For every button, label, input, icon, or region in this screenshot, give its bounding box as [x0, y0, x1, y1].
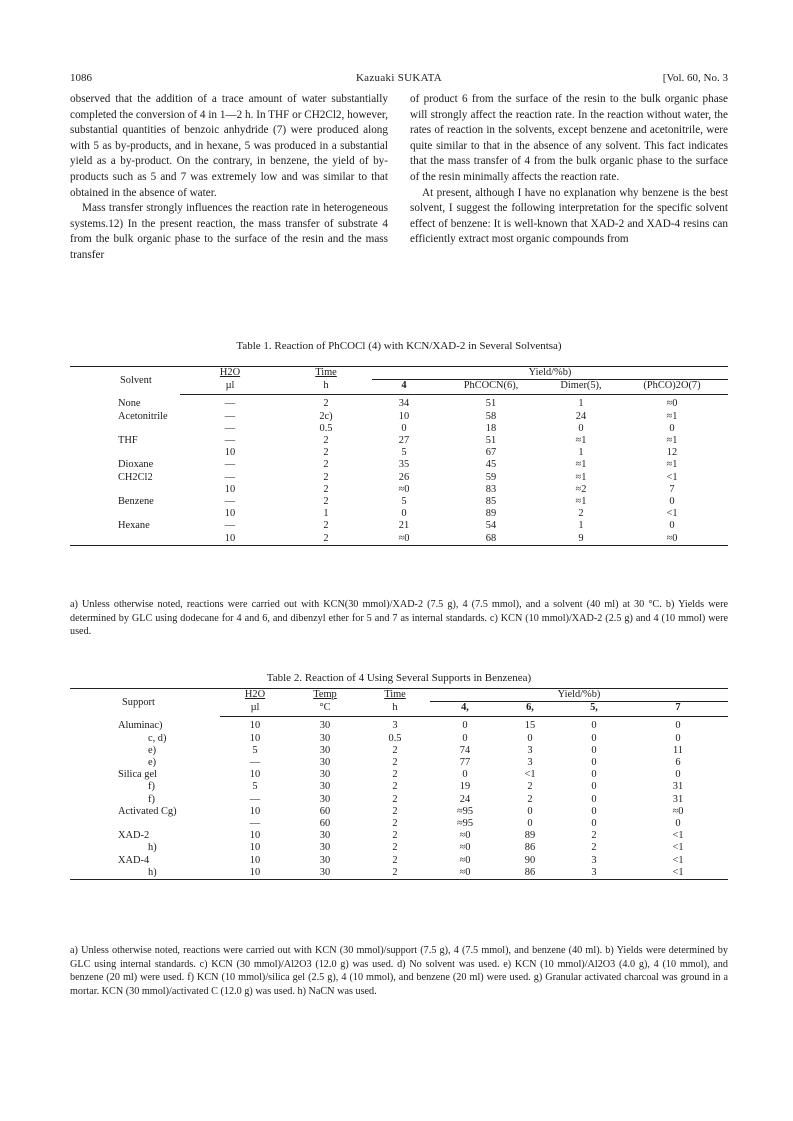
table-cell: 0	[591, 769, 597, 781]
col-6: 6,	[500, 702, 560, 717]
table-cell: ≈1	[666, 435, 678, 447]
table-cell: 0	[462, 732, 468, 744]
row-label: Activated Cg)	[118, 805, 177, 817]
row-label: None	[118, 398, 141, 410]
row-label: XAD-4	[118, 854, 150, 866]
table-cell: 0	[675, 732, 681, 744]
table-cell: 2	[392, 805, 398, 817]
row-label	[70, 423, 180, 435]
table-cell: ≈0	[672, 805, 684, 817]
table-cell: 7	[669, 483, 675, 495]
table-row	[70, 794, 728, 806]
table-cell: 10	[249, 720, 261, 732]
table-cell: 2	[392, 830, 398, 842]
table-cell: 31	[672, 781, 684, 793]
col-solvent: Solvent	[120, 374, 152, 386]
table-cell: 0	[591, 732, 597, 744]
table-cell: 2	[392, 757, 398, 769]
table-cell: 0	[669, 496, 675, 508]
table-cell: ≈95	[456, 805, 474, 817]
table-cell: 26	[398, 471, 410, 483]
table-cell: 24	[459, 793, 471, 805]
table-row	[70, 411, 728, 423]
table-cell: 0	[669, 422, 675, 434]
col-temp: Temp	[313, 689, 337, 701]
table-row	[70, 733, 728, 745]
table-cell: 2	[578, 508, 584, 520]
table-cell: 0	[591, 720, 597, 732]
table-cell: ≈0	[666, 532, 678, 544]
col-time-unit: h	[360, 702, 430, 717]
table-cell: 19	[459, 781, 471, 793]
table-cell: 1	[578, 398, 584, 410]
table-cell: 2	[392, 769, 398, 781]
table-row	[70, 842, 728, 854]
table-cell: 2	[323, 435, 329, 447]
table2-caption: Table 2. Reaction of 4 Using Several Supports in Benzenea)	[266, 672, 532, 684]
table2-footnote: a) Unless otherwise noted, reactions were carried out with KCN (30 mmol)/support (7.5 g), 4 (7.5 mmol), and benzene (40 ml). b) Yields were determined by GLC using internal standards. c) KCN (30 mmol)/Al2O3 (12.0 g) was used. d) No solvent was used. e) KCN (10 mmol)/Al2O3 (4.0 g), 4 (10 mmol), and benzene (20 ml) were used. f) KCN (10 mmol)/silica gel (2.5 g), 4 (10 mmol), and benzene (20 ml) were used. g) Granular activated charcoal was ground in a mortar. KCN (30 mmol)/activated C (12.0 g) was used. h) NaCN was used.	[70, 945, 728, 997]
col-6: PhCOCN(6),	[436, 380, 546, 395]
table-cell: 10	[224, 532, 236, 544]
table-cell: 1	[323, 508, 329, 520]
table-cell: 21	[398, 520, 410, 532]
table-cell: 0	[591, 793, 597, 805]
table-row	[70, 472, 728, 484]
table-cell: 5	[401, 496, 407, 508]
table-cell: 2	[323, 483, 329, 495]
col-yield: Yield/%b)	[372, 367, 728, 380]
table-cell: 0	[675, 818, 681, 830]
table-cell: 0	[591, 744, 597, 756]
table-row	[70, 459, 728, 471]
table-cell: 0	[527, 818, 533, 830]
col-yield: Yield/%b)	[430, 689, 728, 702]
table-cell: 30	[319, 830, 331, 842]
table-row	[70, 395, 728, 411]
table-cell: 18	[485, 422, 497, 434]
table-cell: ≈2	[575, 483, 587, 495]
page-number: 1086	[70, 72, 92, 84]
col-time: Time	[384, 689, 406, 701]
table-cell: 0	[401, 422, 407, 434]
row-label: h)	[148, 866, 157, 878]
table-cell: 9	[578, 532, 584, 544]
table-cell: 0	[591, 818, 597, 830]
table-cell: ≈0	[398, 483, 410, 495]
table-cell: 0	[401, 508, 407, 520]
table-cell: —	[224, 471, 236, 483]
table-cell: 0	[527, 732, 533, 744]
table-cell: 1	[578, 520, 584, 532]
table-cell: 10	[249, 866, 261, 878]
row-label	[70, 447, 180, 459]
row-label: Acetonitrile	[118, 410, 168, 422]
running-author: Kazuaki SUKATA	[355, 72, 443, 84]
row-label: THF	[118, 435, 138, 447]
table-cell: 1	[578, 447, 584, 459]
table-cell: 10	[224, 508, 236, 520]
table-cell: <1	[666, 471, 678, 483]
row-label: Benzene	[118, 496, 154, 508]
table-cell: 12	[666, 447, 678, 459]
table-cell: 34	[398, 398, 410, 410]
volume-info: [Vol. 60, No. 3	[662, 72, 728, 84]
col-h2o-unit: µl	[180, 380, 280, 395]
table-cell: 30	[319, 854, 331, 866]
table-cell: 27	[398, 435, 410, 447]
table-row	[70, 867, 728, 880]
table-cell: ≈1	[575, 471, 587, 483]
table-cell: —	[249, 818, 261, 830]
row-label	[70, 484, 180, 496]
table-cell: 0.5	[388, 732, 402, 744]
table-cell: 0	[527, 805, 533, 817]
table-cell: 11	[672, 744, 683, 756]
table-cell: 2	[392, 866, 398, 878]
table-cell: —	[249, 757, 261, 769]
table-cell: 30	[319, 769, 331, 781]
table-cell: 0	[675, 720, 681, 732]
table-cell: ≈0	[459, 866, 471, 878]
table-cell: 2	[392, 854, 398, 866]
col-support: Support	[122, 696, 155, 708]
table-cell: 30	[319, 866, 331, 878]
row-label: f)	[148, 781, 155, 793]
table-cell: 51	[485, 398, 497, 410]
table-row	[70, 818, 728, 830]
table-cell: <1	[524, 769, 536, 781]
table-cell: 3	[591, 854, 597, 866]
table-cell: 2	[527, 793, 533, 805]
table-cell: 30	[319, 744, 331, 756]
row-label: e)	[148, 744, 157, 756]
table-cell: 3	[527, 744, 533, 756]
table-cell: 10	[249, 854, 261, 866]
table-row	[70, 423, 728, 435]
table-cell: 31	[672, 793, 684, 805]
table-cell: ≈0	[459, 830, 471, 842]
row-label: e)	[148, 757, 157, 769]
table-cell: 86	[524, 842, 536, 854]
col-4: 4	[372, 380, 436, 395]
row-label: Aluminac)	[118, 720, 163, 732]
col-h2o: H2O	[244, 689, 266, 701]
table-cell: 2	[392, 793, 398, 805]
table1-caption: Table 1. Reaction of PhCOCl (4) with KCN/XAD-2 in Several Solventsa)	[236, 340, 562, 352]
table2	[70, 688, 728, 880]
table-cell: 59	[485, 471, 497, 483]
table-cell: 2	[392, 842, 398, 854]
table-cell: 2	[323, 459, 329, 471]
table-row	[70, 533, 728, 546]
page-header	[70, 72, 728, 88]
table-cell: 30	[319, 757, 331, 769]
table-cell: 0	[591, 805, 597, 817]
table-row	[70, 520, 728, 532]
table-row	[70, 447, 728, 459]
table1	[70, 366, 728, 546]
col-h2o: H2O	[219, 367, 241, 379]
table-cell: 60	[319, 805, 331, 817]
table-cell: 68	[485, 532, 497, 544]
table-cell: 86	[524, 866, 536, 878]
table-cell: 30	[319, 793, 331, 805]
table-cell: 10	[249, 842, 261, 854]
table-cell: 60	[319, 818, 331, 830]
table-cell: 51	[485, 435, 497, 447]
table-cell: 10	[224, 483, 236, 495]
table-cell: <1	[672, 842, 684, 854]
table-cell: 6	[675, 757, 681, 769]
table-cell: ≈1	[575, 459, 587, 471]
table-cell: —	[224, 410, 236, 422]
table-cell: 2	[392, 818, 398, 830]
row-label: h)	[148, 842, 157, 854]
col-time: Time	[315, 367, 337, 379]
table-cell: 89	[524, 830, 536, 842]
table-row	[70, 830, 728, 842]
row-label: f)	[148, 793, 155, 805]
table-cell: 77	[459, 757, 471, 769]
table-cell: 74	[459, 744, 471, 756]
table-cell: 89	[485, 508, 497, 520]
table-cell: 2	[323, 471, 329, 483]
row-label: Dioxane	[118, 459, 154, 471]
table-cell: 30	[319, 732, 331, 744]
col-5: 5,	[560, 702, 628, 717]
table-cell: 10	[224, 447, 236, 459]
table-cell: 0	[669, 520, 675, 532]
table-cell: 3	[392, 720, 398, 732]
table-row	[70, 757, 728, 769]
table-cell: 0	[462, 769, 468, 781]
table-cell: 2	[392, 781, 398, 793]
table-cell: —	[249, 793, 261, 805]
table-row	[70, 745, 728, 757]
table-cell: 2c)	[319, 410, 333, 422]
table-cell: <1	[666, 508, 678, 520]
table-cell: 10	[249, 830, 261, 842]
table-cell: —	[224, 435, 236, 447]
table-cell: 2	[323, 520, 329, 532]
table-cell: ≈0	[459, 842, 471, 854]
table-cell: 3	[591, 866, 597, 878]
table-cell: ≈1	[575, 435, 587, 447]
table-cell: ≈0	[459, 854, 471, 866]
col-7: 7	[628, 702, 728, 717]
table-cell: 45	[485, 459, 497, 471]
table-cell: <1	[672, 866, 684, 878]
table-cell: ≈1	[666, 410, 678, 422]
row-label	[70, 533, 180, 546]
table-cell: 10	[398, 410, 410, 422]
table-row	[70, 806, 728, 818]
col-h2o-unit: µl	[220, 702, 290, 717]
row-label	[70, 818, 220, 830]
table-cell: ≈1	[575, 496, 587, 508]
col-time-unit: h	[280, 380, 372, 395]
body-text	[70, 92, 728, 342]
paragraph: of product 6 from the surface of the resin to the bulk organic phase will strongly affect the reaction rate. In the reaction without water, the rates of reaction in the solvents, except benzene and acetonitrile, were quite similar to that in the absence of any solvent. This fact indicates that the mass transfer of 4 from the bulk organic phase to the surface of the resin minimally affects the reaction rate.	[410, 93, 728, 183]
col-5: Dimer(5),	[546, 380, 616, 395]
table-row	[70, 496, 728, 508]
row-label: XAD-2	[118, 830, 150, 842]
paragraph: At present, although I have no explanation why benzene is the best solvent, I suggest the following interpretation for the specific solvent effect of benzene: It is well-known that XAD-2 and XAD-4 resins can efficiently extract most organic compounds from	[410, 186, 728, 246]
table-cell: 15	[524, 720, 536, 732]
col-temp-unit: °C	[290, 702, 360, 717]
table-cell: 67	[485, 447, 497, 459]
row-label: Hexane	[118, 520, 150, 532]
table-cell: 5	[252, 744, 258, 756]
table-cell: ≈0	[666, 398, 678, 410]
table-row	[70, 769, 728, 781]
table-cell: 0	[591, 781, 597, 793]
table-cell: 2	[323, 496, 329, 508]
table-cell: 30	[319, 720, 331, 732]
table-row	[70, 508, 728, 520]
col-7: (PhCO)2O(7)	[616, 380, 728, 395]
table-cell: 0	[462, 720, 468, 732]
table-cell: 5	[401, 447, 407, 459]
table-cell: —	[224, 520, 236, 532]
table-cell: —	[224, 459, 236, 471]
table-cell: 2	[323, 532, 329, 544]
left-column	[70, 92, 388, 264]
table-cell: 5	[252, 781, 258, 793]
table-cell: 90	[524, 854, 536, 866]
table-row	[70, 855, 728, 867]
table-cell: 24	[575, 410, 587, 422]
right-column	[410, 92, 728, 248]
table-cell: —	[224, 398, 236, 410]
paragraph: Mass transfer strongly influences the reaction rate in heterogeneous systems.12) In the present reaction, the mass transfer of substrate 4 from the bulk organic phase to the surface of the resin and the mass transfer	[70, 202, 388, 261]
table-row	[70, 435, 728, 447]
table-cell: 58	[485, 410, 497, 422]
table-cell: 35	[398, 459, 410, 471]
table-cell: 10	[249, 805, 261, 817]
table-cell: 0.5	[319, 422, 333, 434]
table-cell: —	[224, 422, 236, 434]
table-cell: 0	[591, 757, 597, 769]
table-cell: <1	[672, 854, 684, 866]
table-cell: 54	[485, 520, 497, 532]
table-cell: 2	[392, 744, 398, 756]
table-row	[70, 717, 728, 733]
table-cell: ≈0	[398, 532, 410, 544]
table-cell: ≈1	[666, 459, 678, 471]
table-cell: 2	[591, 842, 597, 854]
table-row	[70, 781, 728, 793]
table-cell: 83	[485, 483, 497, 495]
table-cell: 10	[249, 769, 261, 781]
row-label: Silica gel	[118, 769, 157, 781]
table-cell: 85	[485, 496, 497, 508]
table-cell: 30	[319, 781, 331, 793]
col-4: 4,	[430, 702, 500, 717]
table1-footnote: a) Unless otherwise noted, reactions were carried out with KCN(30 mmol)/XAD-2 (7.5 g), 4 (7.5 mmol), and a solvent (40 ml) at 30 °C. b) Yields were determined by GLC using dodecane for 4 and 6, and dibenzyl ether for 5 and 7 as internal standards. c) KCN (10 mmol)/XAD-2 (2.5 g) and 4 (10 mmol) were used.	[70, 599, 728, 638]
row-label: CH2Cl2	[118, 471, 153, 483]
table-cell: 2	[591, 830, 597, 842]
table-cell: 30	[319, 842, 331, 854]
table-cell: <1	[672, 830, 684, 842]
table-cell: 10	[249, 732, 261, 744]
table-cell: 2	[323, 398, 329, 410]
table-row	[70, 484, 728, 496]
row-label	[70, 508, 180, 520]
table-cell: ≈95	[456, 818, 474, 830]
table-cell: 2	[527, 781, 533, 793]
table-cell: 0	[675, 769, 681, 781]
table-cell: 0	[578, 422, 584, 434]
table-cell: 2	[323, 447, 329, 459]
table-cell: 3	[527, 757, 533, 769]
paragraph: observed that the addition of a trace amount of water substantially completed the conversion of 4 in 1—2 h. In THF or CH2Cl2, however, substantial quantities of benzoic anhydride (7) were produced along with 5 as by-products, and in hexane, 5 was produced in a substantial yield as a by-product. On the contrary, in benzene, the yield of by-products such as 5 and 7 was extremely low and was similar to that obtained in the absence of water.	[70, 93, 388, 199]
table-cell: —	[224, 496, 236, 508]
row-label: c, d)	[148, 732, 167, 744]
